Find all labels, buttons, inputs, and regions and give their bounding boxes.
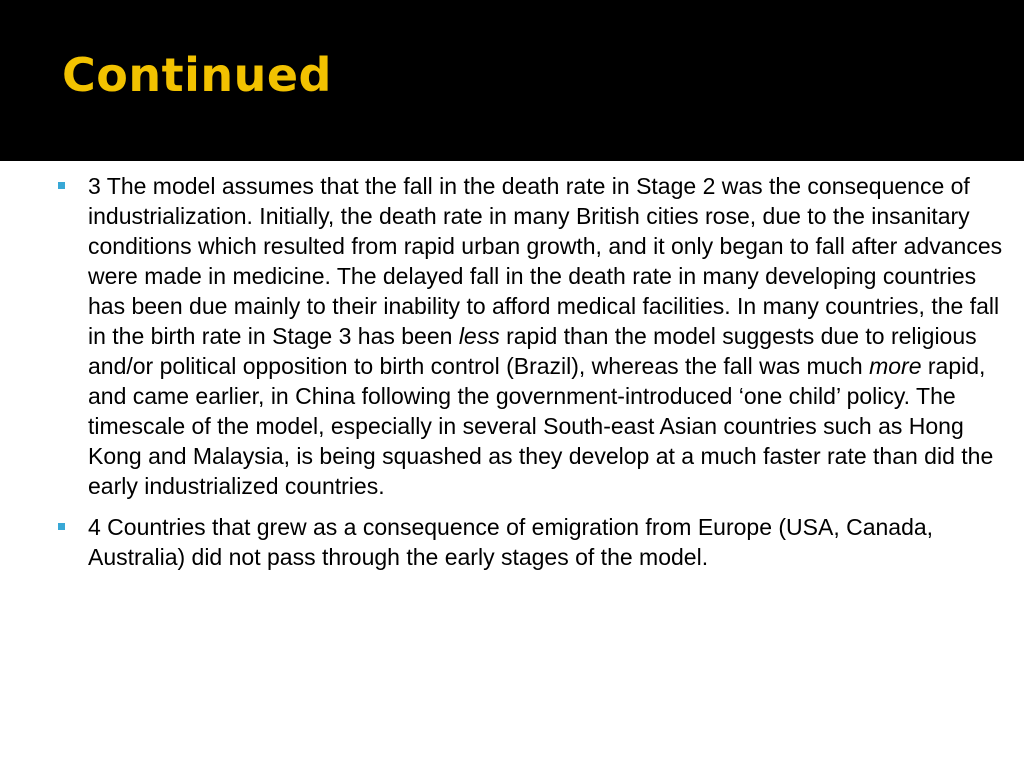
bullet-1-text-part-3: rapid, and came earlier, in China following the government-introduced ‘one child’ policy. The timescale of the model, especially in several South-east Asian countries such as Hong Kong and Malaysia, is being squashed as they develop at a much faster rate than did the early industrialized countries. <box>88 353 994 499</box>
bullet-1-emphasis-more: more <box>869 353 922 379</box>
bullet-1-text-part-2: rapid than the model suggests due to religious and/or political opposition to birth control (Brazil), whereas the fall was much <box>88 323 977 379</box>
bullet-2-text-part-1: 4 Countries that grew as a consequence of emigration from Europe (USA, Canada, Australia) did not pass through the early stages of the model. <box>88 514 934 570</box>
slide-title: Continued <box>62 48 332 102</box>
bullet-item-1 <box>58 171 1014 501</box>
bullet-list <box>58 171 1014 583</box>
square-bullet-icon <box>58 523 65 530</box>
bullet-item-2 <box>58 512 1014 572</box>
bullet-text-1 <box>88 173 1002 499</box>
square-bullet-icon <box>58 182 65 189</box>
bullet-1-emphasis-less: less <box>458 323 500 349</box>
bullet-1-text-part-1: 3 The model assumes that the fall in the death rate in Stage 2 was the consequence of industrialization. Initially, the death rate in many British cities rose, due to the insanitary conditions which resulted from rapid urban growth, and it only began to fall after advances were made in medicine. The delayed fall in the death rate in many developing countries has been due mainly to their inability to afford medical facilities. In many countries, the fall in the birth rate in Stage 3 has been <box>88 173 1003 349</box>
bullet-text-2 <box>88 514 933 570</box>
title-divider <box>0 158 1024 161</box>
